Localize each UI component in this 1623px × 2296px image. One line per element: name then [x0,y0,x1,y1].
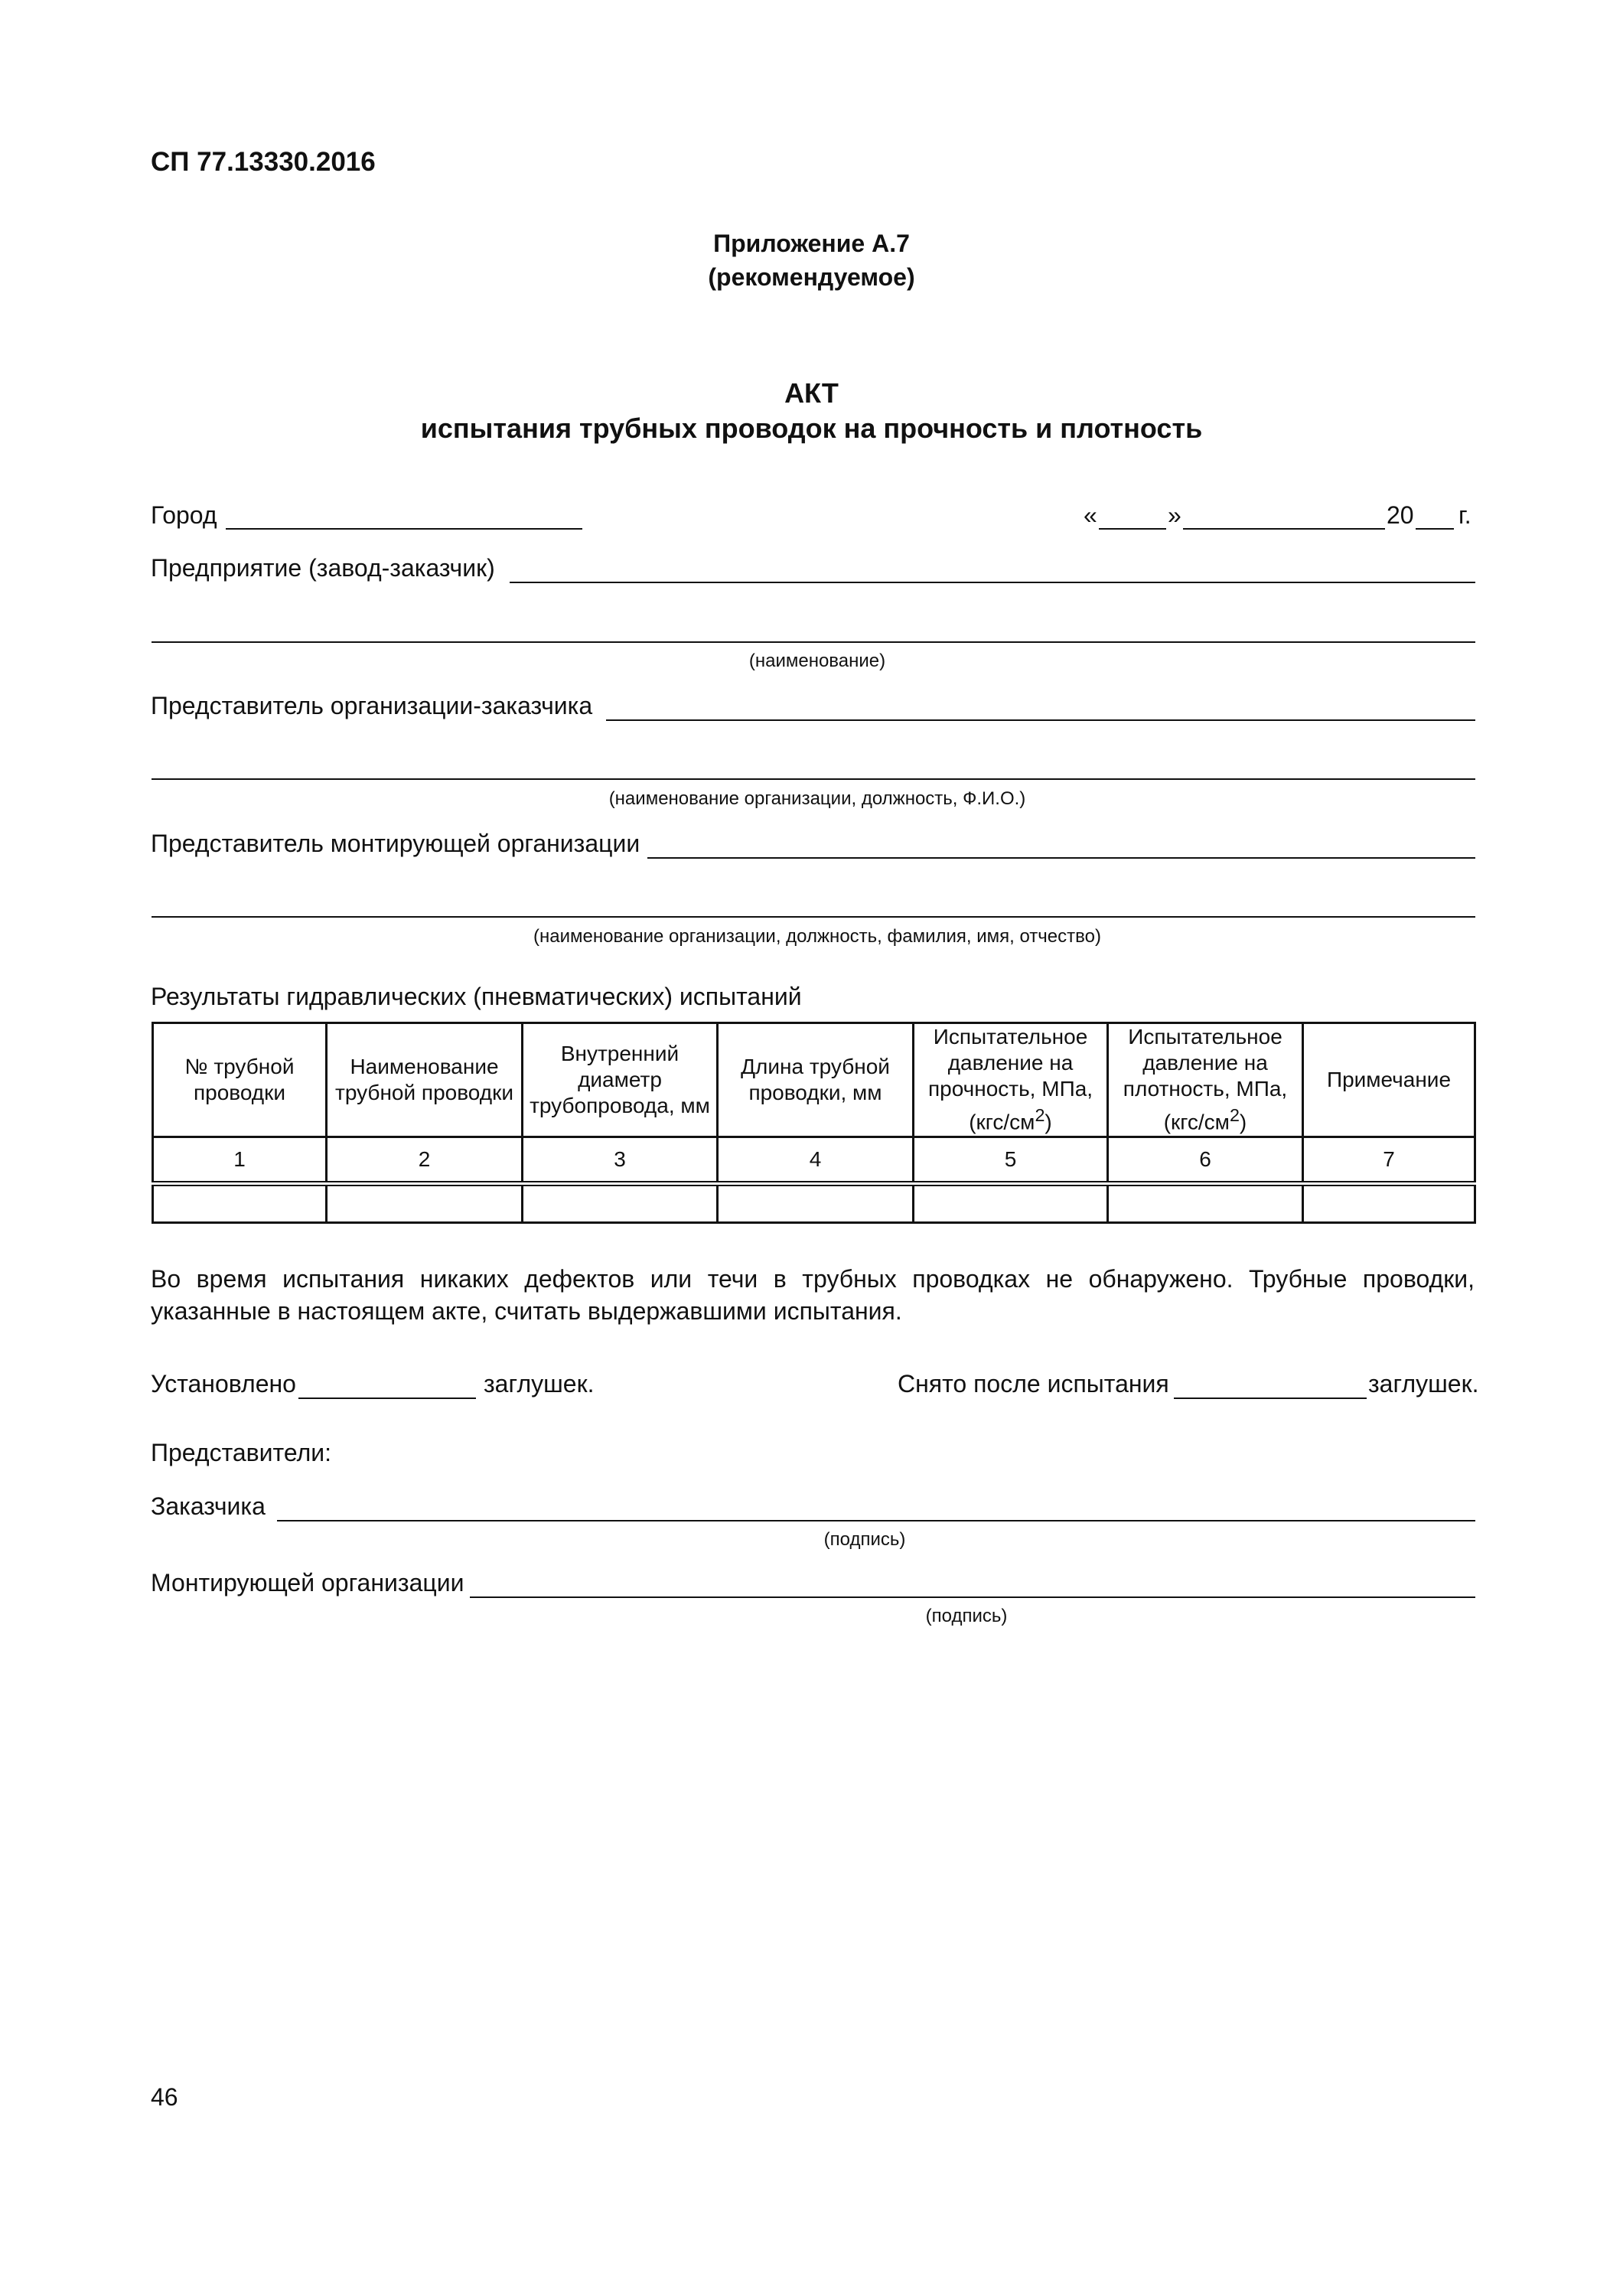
results-title: Результаты гидравлических (пневматических) испытаний [151,983,802,1010]
plugs-removed-suffix: заглушек. [1368,1370,1479,1397]
col-header-line-number: № трубной проводки [153,1023,327,1137]
appendix-subtitle: (рекомендуемое) [708,263,915,291]
date-year-prefix: 20 [1387,501,1414,529]
enterprise-field-continued[interactable] [152,641,1475,643]
customer-signature-label: Заказчика [151,1492,266,1520]
customer-signature-field[interactable] [277,1520,1475,1521]
table-cell[interactable] [523,1184,718,1223]
act-subtitle: испытания трубных проводок на прочность и плотность [420,413,1203,444]
document-code: СП 77.13330.2016 [151,147,376,177]
col-header-inner-diameter: Внутренний диаметр трубопровода, мм [523,1023,718,1137]
results-header-row [153,1023,1475,1137]
customer-signature-caption: (подпись) [823,1529,906,1550]
density-unit-close: ) [1239,1110,1247,1134]
strength-unit-superscript: 2 [1035,1105,1045,1126]
installer-signature-field[interactable] [470,1596,1475,1598]
table-cell[interactable] [153,1184,327,1223]
table-cell[interactable] [327,1184,523,1223]
table-cell[interactable] [718,1184,914,1223]
representatives-title: Представители: [151,1439,331,1466]
col-header-note: Примечание [1303,1023,1475,1137]
column-number: 1 [153,1137,327,1184]
installer-signature-label: Монтирующей организации [151,1569,464,1596]
installer-rep-field-continued[interactable] [152,916,1475,918]
conclusion-text: Во время испытания никаких дефектов или течи в трубных проводках не обнаружено. Трубные проводки, указанные в настоящем акте, считать выдержавшими испытания. [151,1265,1475,1325]
column-number: 4 [718,1137,914,1184]
column-number: 6 [1108,1137,1303,1184]
customer-rep-caption: (наименование организации, должность, Ф.И.О.) [608,788,1026,809]
customer-rep-field-continued[interactable] [152,778,1475,780]
results-table [152,1022,1476,1224]
date-open-quote: « [1084,501,1097,529]
table-cell[interactable] [914,1184,1108,1223]
table-cell[interactable] [1303,1184,1475,1223]
plugs-removed-label: Снято после испытания [898,1370,1169,1397]
column-number: 2 [327,1137,523,1184]
date-close-quote: » [1168,501,1181,529]
table-row [153,1184,1475,1223]
act-title: АКТ [784,377,839,409]
enterprise-field[interactable] [510,582,1475,583]
enterprise-caption: (наименование) [748,651,886,671]
date-month-field[interactable] [1183,528,1385,530]
installer-rep-caption: (наименование организации, должность, фамилия, имя, отчество) [533,926,1101,947]
column-number-row [153,1137,1475,1184]
installer-rep-label: Представитель монтирующей организации [151,830,640,857]
appendix-heading [0,227,1623,294]
installer-signature-caption: (подпись) [925,1606,1008,1626]
strength-pressure-text: Испытательное давление на прочность, МПа, (кгс/см [927,1025,1093,1134]
city-label: Город [151,501,217,529]
density-unit-superscript: 2 [1229,1105,1240,1126]
date-day-field[interactable] [1099,528,1166,530]
col-header-line-length: Длина трубной проводки, мм [718,1023,914,1137]
date-year-suffix: г. [1458,501,1471,529]
plugs-removed-field[interactable] [1174,1397,1367,1399]
customer-rep-label: Представитель организации-заказчика [151,692,593,719]
column-number: 7 [1303,1137,1475,1184]
table-cell[interactable] [1108,1184,1303,1223]
city-field[interactable] [226,528,582,530]
customer-rep-field[interactable] [606,719,1475,721]
col-header-strength-pressure [914,1023,1108,1137]
column-number: 5 [914,1137,1108,1184]
density-pressure-text: Испытательное давление на плотность, МПа, (кгс/см [1123,1025,1288,1134]
act-heading [0,376,1623,446]
appendix-title: Приложение А.7 [713,230,910,257]
page-number: 46 [151,2083,178,2111]
col-header-line-name: Наименование трубной проводки [327,1023,523,1137]
col-header-density-pressure [1108,1023,1303,1137]
plugs-installed-suffix: заглушек. [484,1370,595,1397]
strength-unit-close: ) [1045,1110,1052,1134]
enterprise-label: Предприятие (завод-заказчик) [151,554,495,582]
column-number: 3 [523,1137,718,1184]
plugs-installed-field[interactable] [298,1397,476,1399]
plugs-installed-label: Установлено [151,1370,296,1397]
date-year-field[interactable] [1416,528,1454,530]
installer-rep-field[interactable] [647,857,1475,859]
